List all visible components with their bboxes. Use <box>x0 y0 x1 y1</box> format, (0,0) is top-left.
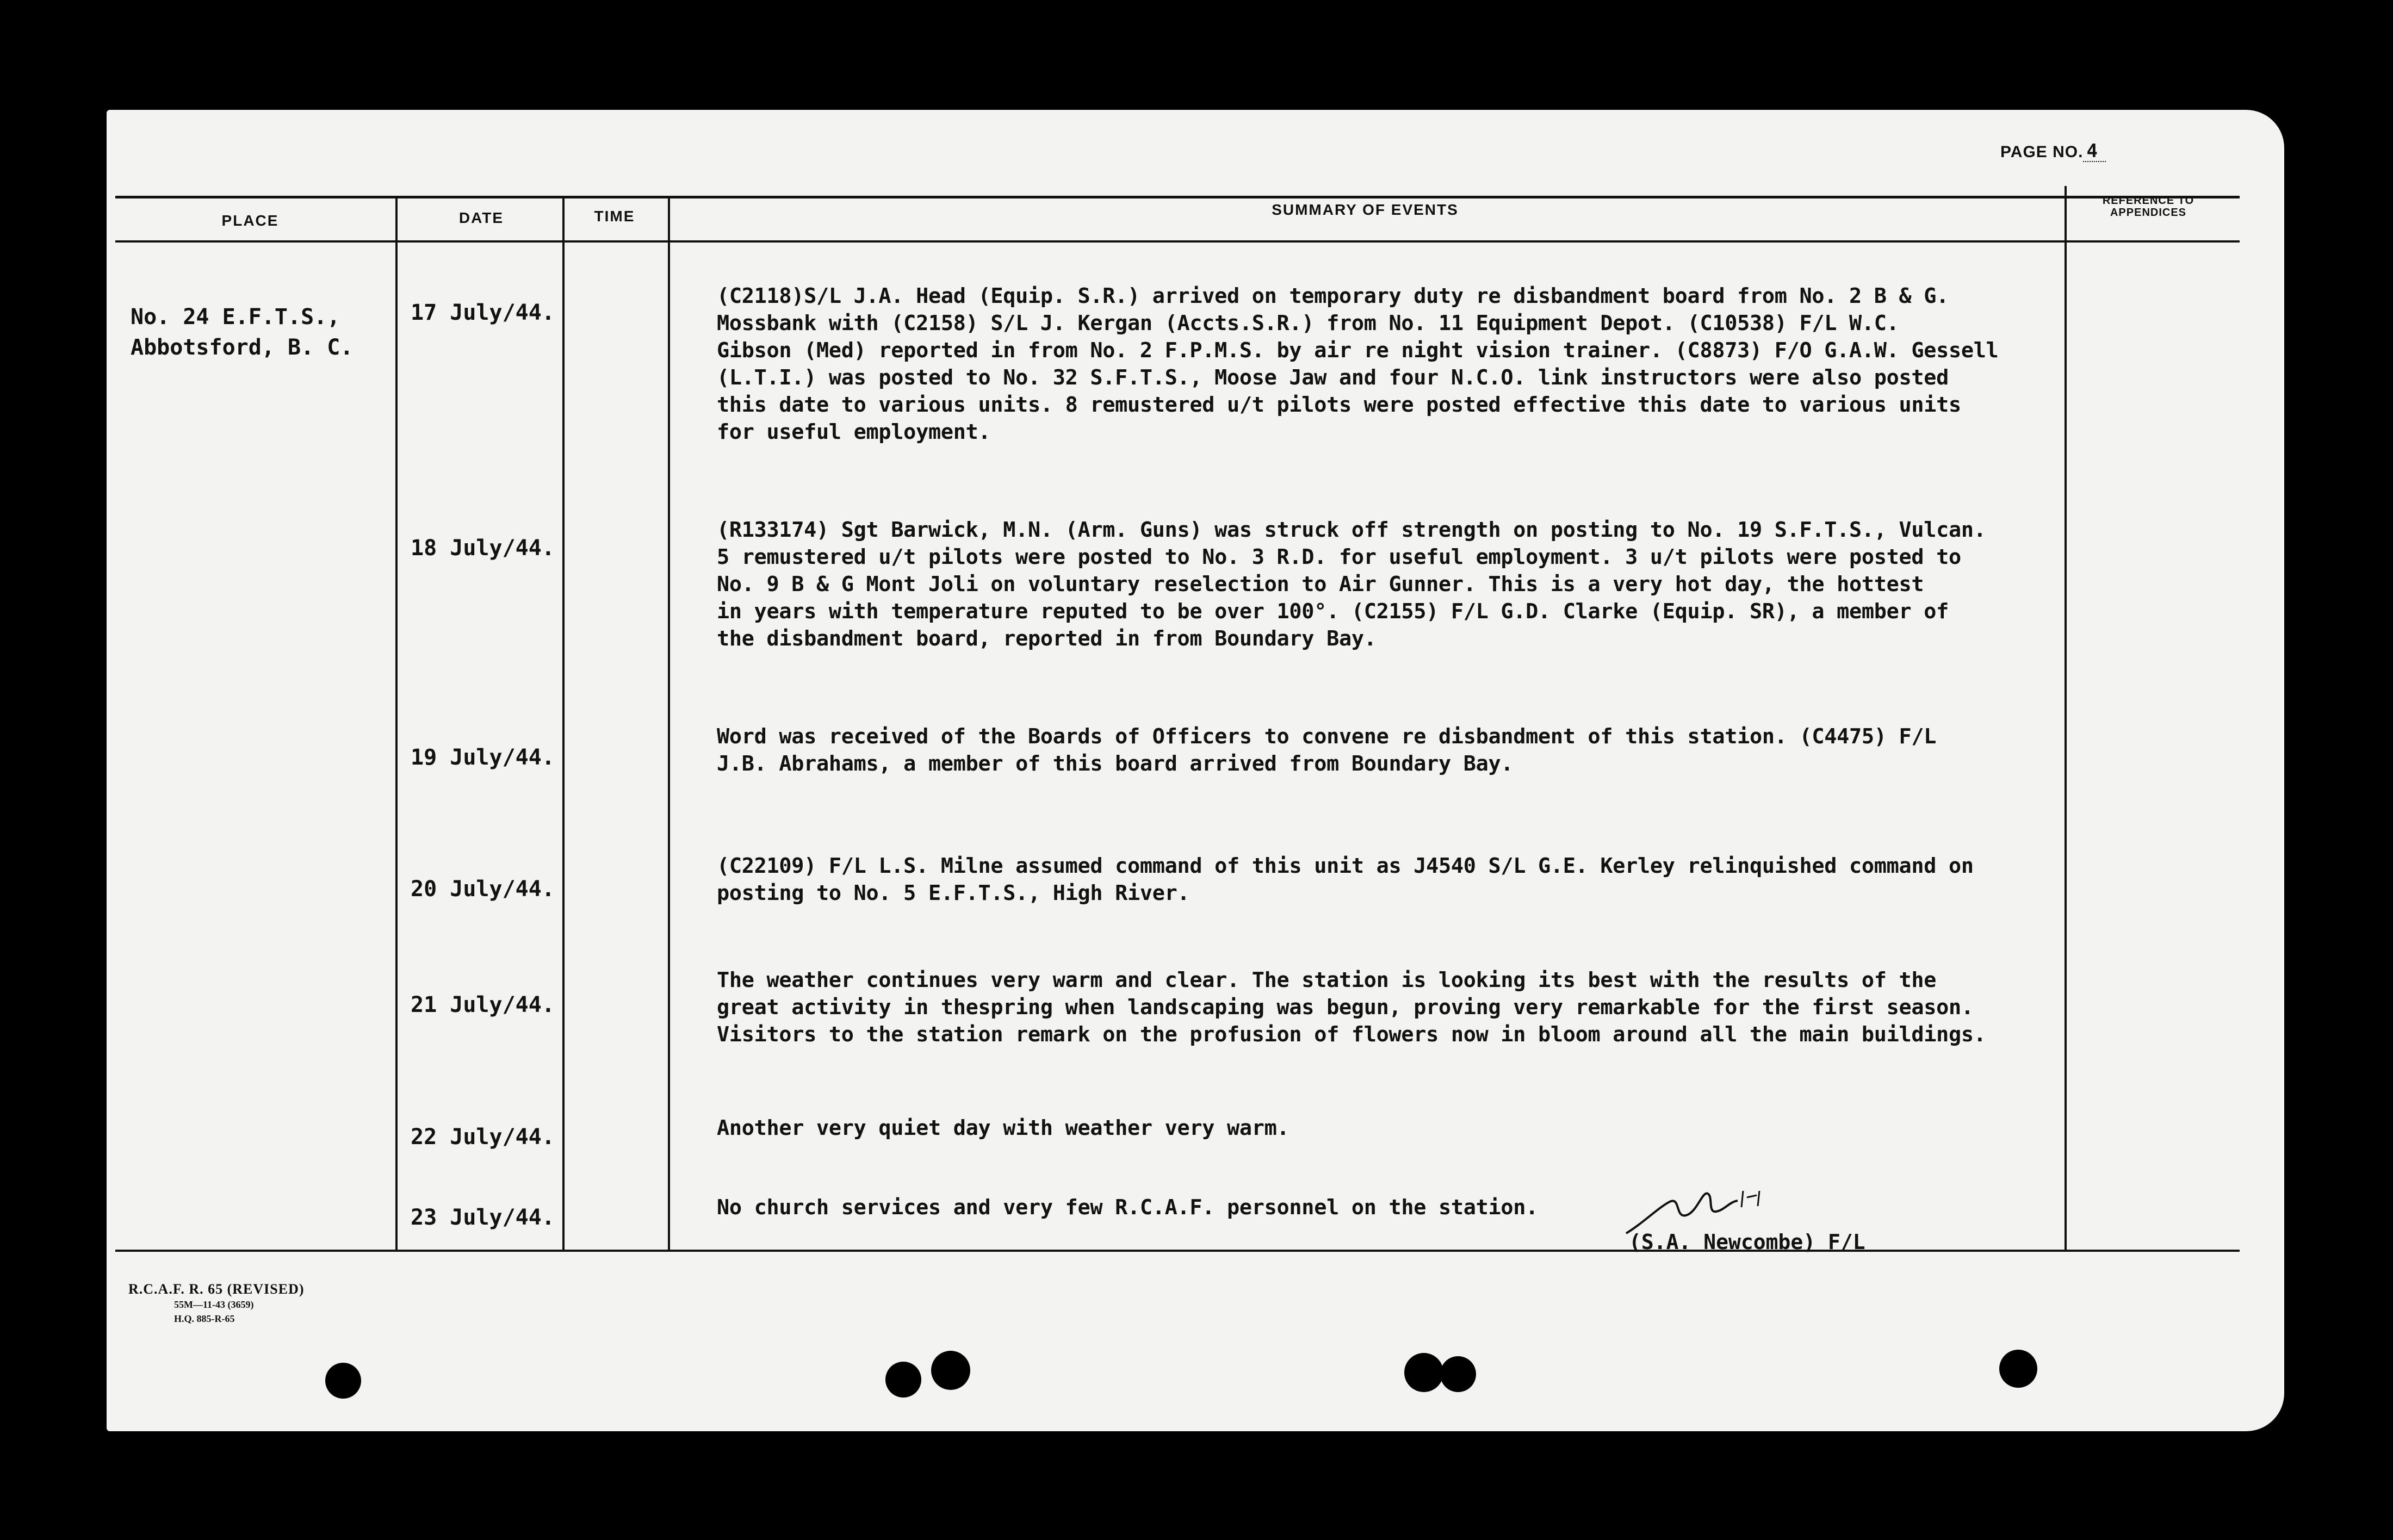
header-summary: SUMMARY OF EVENTS <box>1272 201 1459 218</box>
footer-rule <box>115 1250 2240 1252</box>
page-number-label: PAGE NO. <box>2000 143 2084 161</box>
header-reference-line2: APPENDICES <box>2110 207 2187 219</box>
page-number <box>2000 140 2106 162</box>
column-divider-time-summary <box>668 197 670 1251</box>
form-identifier <box>128 1281 305 1326</box>
entry-date: 21 July/44. <box>411 992 555 1017</box>
entry-summary <box>717 723 2076 778</box>
punch-hole <box>325 1363 361 1399</box>
form-id-line2: 55M—11-43 (3659) <box>174 1299 254 1310</box>
header-top-rule <box>115 196 2240 198</box>
summary-line: for useful employment. <box>717 420 991 444</box>
punch-hole <box>1440 1356 1476 1392</box>
entry-summary <box>717 853 2076 907</box>
summary-line: in years with temperature reputed to be over 100°. (C2155) F/L G.D. Clarke (Equip. SR), a member of <box>717 599 1949 624</box>
header-reference <box>2072 195 2224 219</box>
header-time: TIME <box>594 208 635 225</box>
summary-line: (R133174) Sgt Barwick, M.N. (Arm. Guns) was struck off strength on posting to No. 19 S.F.T.S., Vulcan. <box>717 518 1986 542</box>
page-number-value: 4 <box>2083 143 2105 162</box>
signature-name: (S.A. Newcombe) F/L <box>1629 1230 1865 1254</box>
form-id-line1: R.C.A.F. R. 65 (REVISED) <box>128 1281 305 1297</box>
entry-date: 22 July/44. <box>411 1125 555 1150</box>
header-place: PLACE <box>221 212 279 229</box>
summary-line: No church services and very few R.C.A.F. personnel on the station. <box>717 1195 1539 1220</box>
entry-date: 19 July/44. <box>411 745 555 770</box>
entry-date: 20 July/44. <box>411 877 555 902</box>
summary-line: Gibson (Med) reported in from No. 2 F.P.M.S. by air re night vision trainer. (C8873) F/O G.A.W. Gessell <box>717 338 1999 363</box>
summary-line: J.B. Abrahams, a member of this board arrived from Boundary Bay. <box>717 752 1514 776</box>
column-divider-place-date <box>395 197 398 1251</box>
entry-summary <box>717 283 2076 446</box>
header-bottom-rule <box>115 240 2240 243</box>
punch-hole <box>931 1351 970 1390</box>
summary-line: this date to various units. 8 remustered u/t pilots were posted effective this date to various units <box>717 393 1961 417</box>
summary-line: posting to No. 5 E.F.T.S., High River. <box>717 881 1190 905</box>
summary-line: Another very quiet day with weather very warm. <box>717 1116 1290 1140</box>
summary-line: 5 remustered u/t pilots were posted to No. 3 R.D. for useful employment. 3 u/t pilots were posted to <box>717 545 1961 569</box>
punch-hole <box>1999 1350 2037 1388</box>
summary-line: great activity in thespring when landscaping was begun, proving very remarkable for the first season. <box>717 995 1974 1020</box>
summary-line: No. 9 B & G Mont Joli on voluntary reselection to Air Gunner. This is a very hot day, the hottest <box>717 572 1924 597</box>
header-reference-line1: REFERENCE TO <box>2102 195 2194 207</box>
entry-date: 23 July/44. <box>411 1205 555 1230</box>
entry-summary <box>717 967 2076 1048</box>
entry-date: 18 July/44. <box>411 536 555 561</box>
punch-hole <box>885 1362 921 1398</box>
summary-line: (L.T.I.) was posted to No. 32 S.F.T.S., Moose Jaw and four N.C.O. link instructors were also posted <box>717 365 1949 390</box>
station-place: No. 24 E.F.T.S., Abbotsford, B. C. <box>131 305 354 360</box>
summary-line: The weather continues very warm and clear. The station is looking its best with the results of the <box>717 968 1937 992</box>
summary-line: Mossbank with (C2158) S/L J. Kergan (Accts.S.R.) from No. 11 Equipment Depot. (C10538) F/L W.C. <box>717 311 1899 336</box>
punch-hole <box>1404 1353 1443 1392</box>
column-divider-date-time <box>562 197 565 1251</box>
entry-summary <box>717 1194 2076 1221</box>
summary-line: Word was received of the Boards of Officers to convene re disbandment of this station. (C4475) F/L <box>717 724 1937 749</box>
entry-date: 17 July/44. <box>411 300 555 325</box>
summary-line: Visitors to the station remark on the profusion of flowers now in bloom around all the main buildings. <box>717 1022 1986 1047</box>
summary-line: the disbandment board, reported in from Boundary Bay. <box>717 626 1377 651</box>
header-date: DATE <box>458 209 504 226</box>
form-id-line3: H.Q. 885-R-65 <box>174 1313 235 1324</box>
handwritten-signature <box>1621 1169 1806 1240</box>
entry-summary <box>717 1115 2076 1142</box>
summary-line: (C2118)S/L J.A. Head (Equip. S.R.) arrived on temporary duty re disbandment board from No. 2 B & G. <box>717 284 1949 308</box>
entry-summary <box>717 517 2076 653</box>
summary-line: (C22109) F/L L.S. Milne assumed command of this unit as J4540 S/L G.E. Kerley relinquished command on <box>717 854 1974 878</box>
